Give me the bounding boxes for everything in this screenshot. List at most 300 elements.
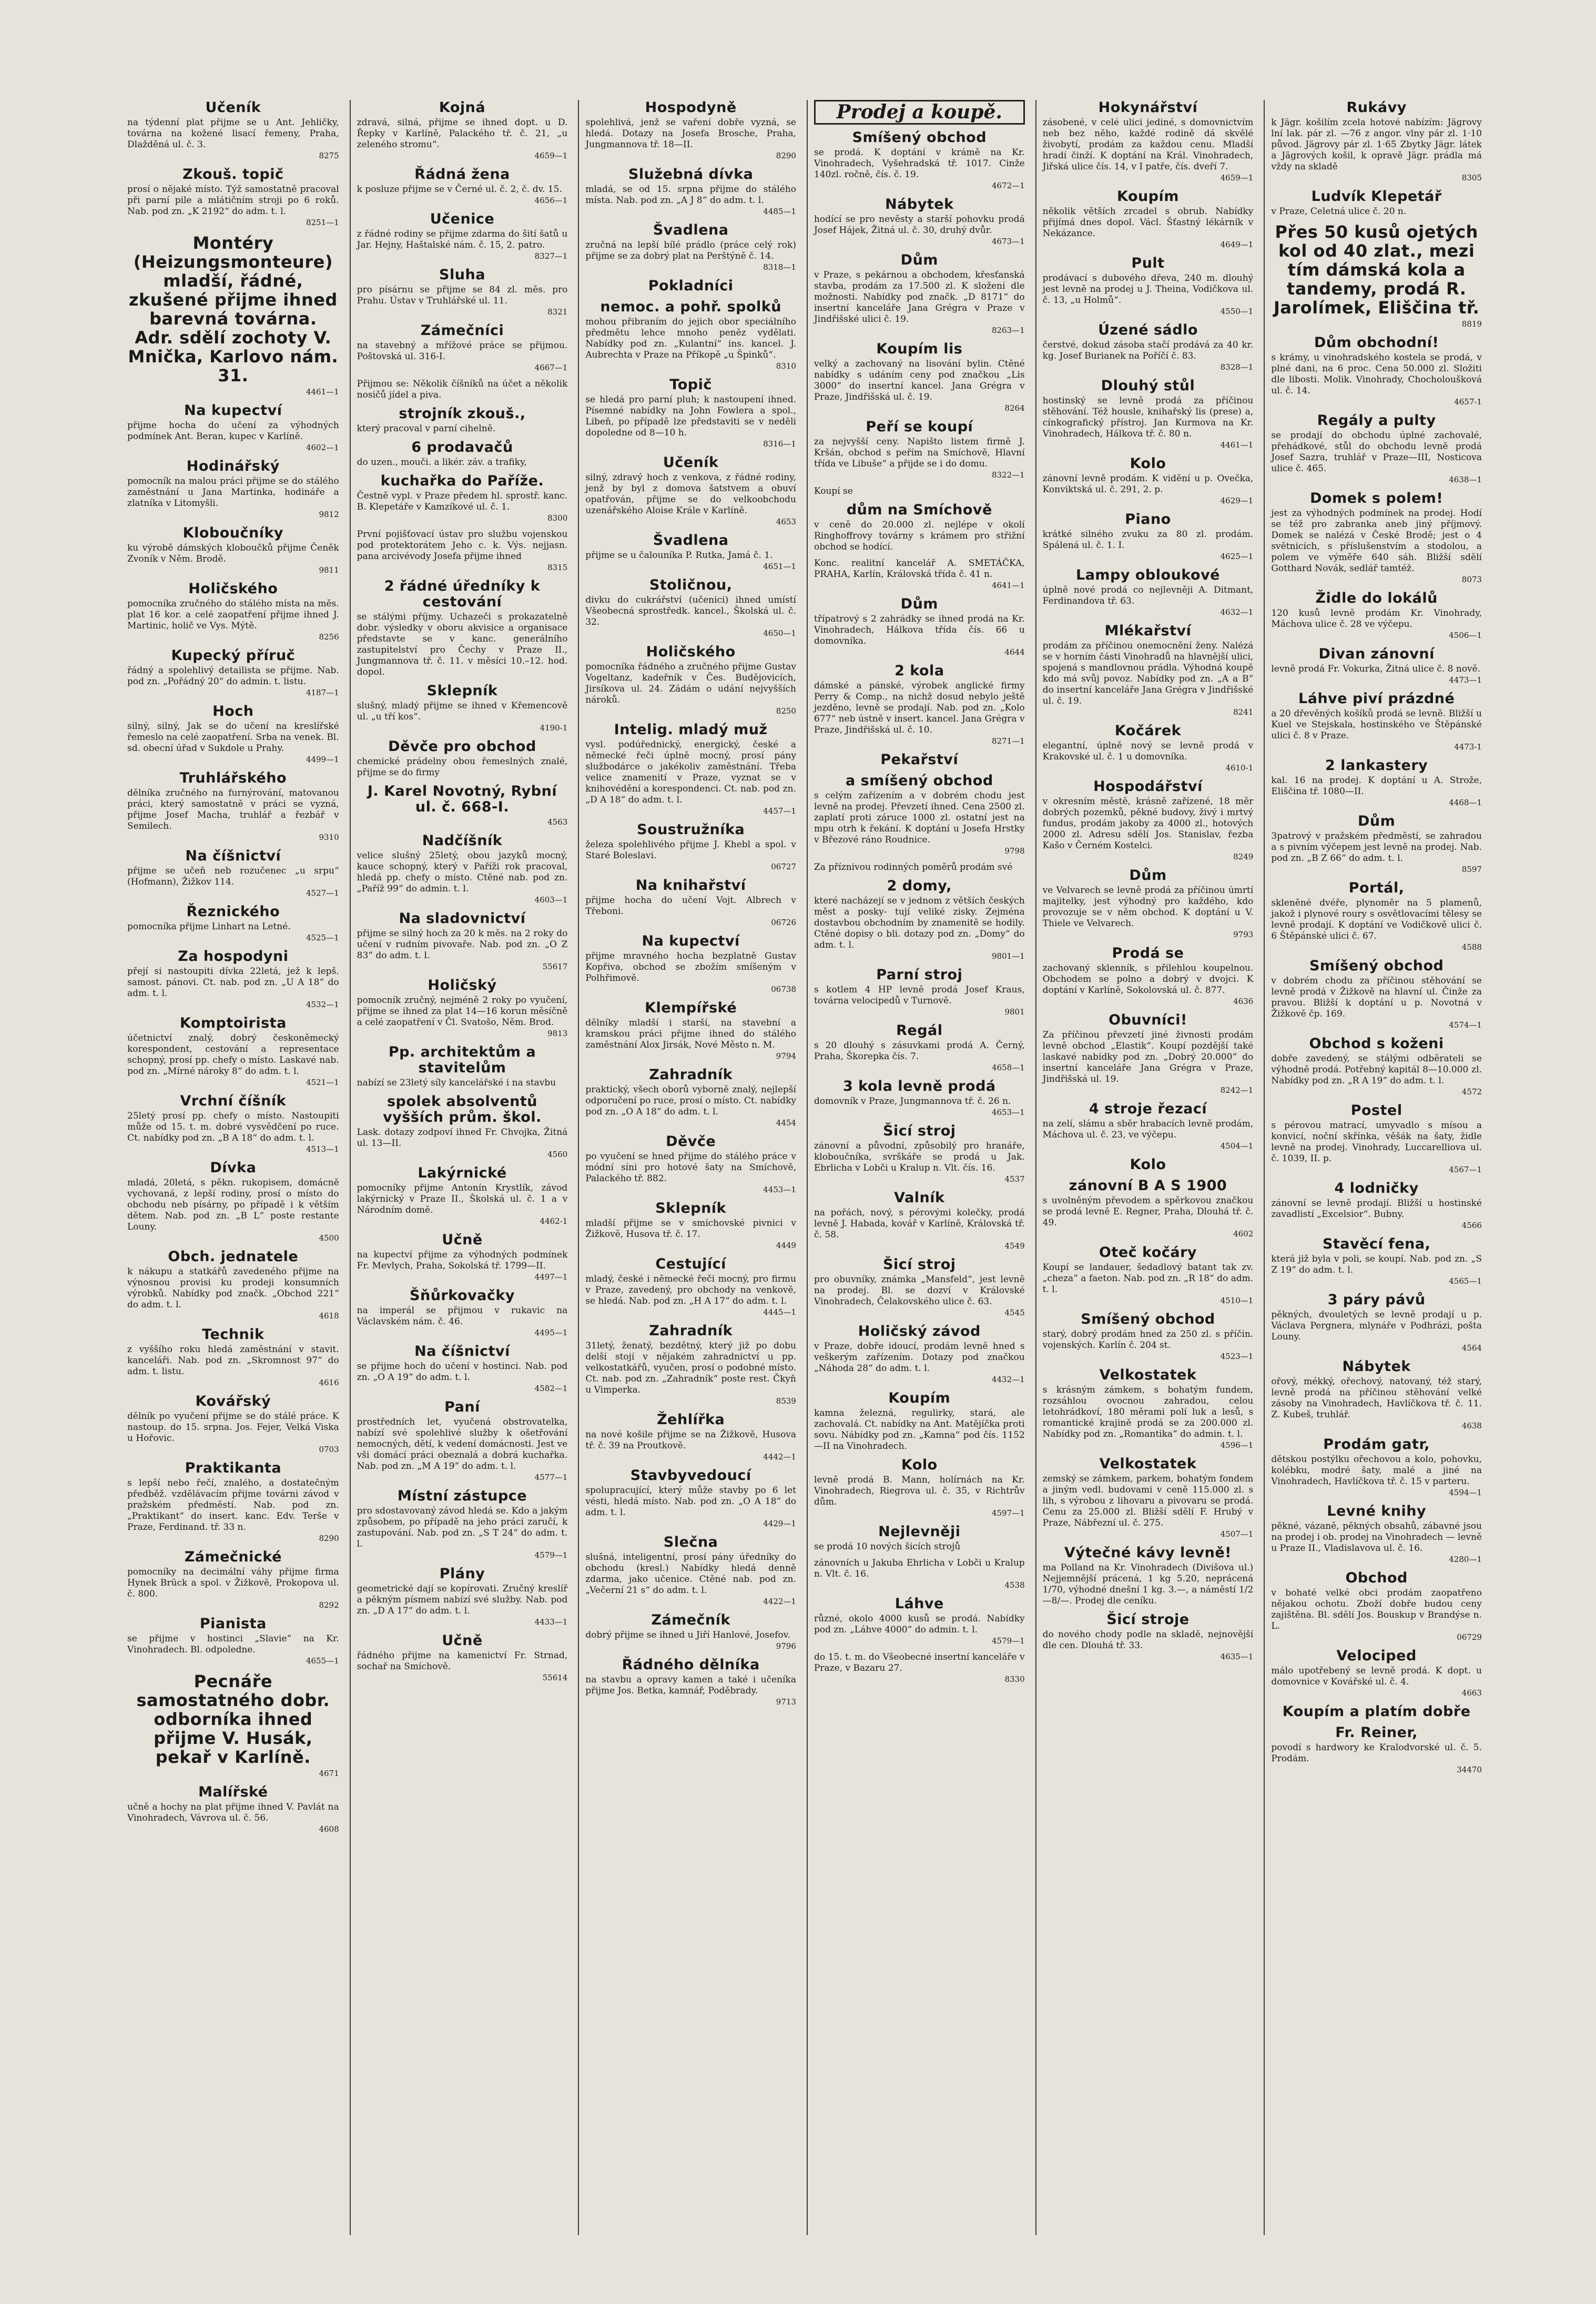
classified-ad <box>127 459 339 520</box>
ad-text: která již byla v poli, se koupí. Nab. pod zn. „S Z 19“ do adm. t. l. <box>1271 1254 1482 1275</box>
ad-heading: Klempířské <box>645 1000 737 1016</box>
classified-ad <box>814 773 1025 857</box>
ad-code: 8316—1 <box>763 439 796 449</box>
ad-heading: Domek s polem! <box>1310 490 1443 506</box>
ad-text: železa spolehlivého přijme J. Khebl a spol. v Staré Boleslavi. <box>585 839 796 861</box>
classified-ad <box>1271 1725 1482 1775</box>
classified-ad <box>357 978 568 1039</box>
ad-text: Koupí se landauer, šedadlový batant tak zv. „cheza“ a faeton. Nab. pod zn. „R 18“ do adm. t. l. <box>1042 1262 1254 1295</box>
ad-text: jest za výhodných podmínek na prodej. Hodí se též pro zabranka aneb jiný příjmový. Domek se nalézá v České Brodě; jest o 4 světnicích, s příslušenstvím a stodolou, a polem ve výměře 640 sáh. Bližší sdělí Gotthard Novák, sedlář tamtéž. <box>1271 508 1482 574</box>
ad-heading: Na sladovnictví <box>399 910 526 927</box>
ad-code: 8263—1 <box>991 326 1025 335</box>
classified-ad <box>357 267 568 318</box>
column-3 <box>578 100 802 2235</box>
ad-text: po vyučení se hned přijme do stálého práce v módní síni pro hotové šaty na Smíchově, Palackého tř. 882. <box>585 1151 796 1184</box>
ad-text: se přijme v hostinci „Slavie“ na Kr. Vinohradech. Bl. odpoledne. <box>127 1633 339 1655</box>
ad-heading: Koupím a platím dobře <box>1282 1703 1471 1720</box>
ad-code: 4653—1 <box>991 1108 1025 1117</box>
classified-ad <box>357 784 568 828</box>
ad-text: dobře zavedený, se stálými odběrateli se výhodně prodá. Potřebný kapitál 8—10.000 zl. Nabídky pod zn. „R A 19“ do adm. t. l. <box>1271 1053 1482 1086</box>
classified-ad <box>1043 946 1254 1007</box>
ad-heading: Hospodářství <box>1093 778 1203 795</box>
ad-code: 4513—1 <box>306 1144 339 1154</box>
ad-code: 4495—1 <box>534 1328 568 1337</box>
classified-ad <box>814 1558 1025 1591</box>
ad-text: zásobené, v celé ulici jediné, s domovnictvím neb bez něho, každé rodině dá skvělé živobytí, prodám za každou cenu. Mladší hradí činží. K doptání na Král. Vinohradech, Jiřská ulice čís. 14, v I patře, čís. dveří 7. <box>1042 117 1254 172</box>
classified-ad <box>357 739 568 778</box>
ad-heading: Velkostatek <box>1099 1367 1197 1383</box>
ad-heading: Paní <box>444 1399 480 1415</box>
ad-heading: Koupím lis <box>876 341 963 357</box>
ad-code: 4432—1 <box>991 1375 1025 1384</box>
ad-text: a 20 dřevěných košíků prodá se levně. Bližší u Kuel ve Stejskala, hostinského ve Štěpánské ulici č. 8 v Praze. <box>1271 708 1482 741</box>
ad-code: 4453—1 <box>763 1185 796 1194</box>
column-4 <box>807 100 1031 2235</box>
ad-code: 4588 <box>1461 942 1482 952</box>
ad-code: 8330 <box>1004 1674 1025 1684</box>
ad-heading: Technik <box>202 1326 265 1343</box>
classified-ad <box>1043 1245 1254 1306</box>
classified-ad <box>357 911 568 972</box>
classified-ad <box>357 683 568 734</box>
classified-ad <box>1271 1236 1482 1287</box>
ad-text: pomocníky na decimální váhy přijme firma Hynek Brück a spol. v Žižkově, Prokopova ul. č. 800. <box>127 1567 339 1599</box>
ad-code: 8242—1 <box>1220 1085 1254 1095</box>
ad-code: 55614 <box>542 1673 568 1682</box>
classified-ad <box>1271 335 1482 408</box>
ad-text: v Praze, s pekárnou a obchodem, křesťanská stavba, prodám za 17.500 zl. K složení dle možnosti. Nabídky pod značk. „D 8171“ do insertní kanceláře Jana Grégra v Praze v Jindřišské ulici č. 19. <box>814 270 1025 324</box>
ad-heading: Nábytek <box>1342 1358 1411 1375</box>
ad-code: 8321 <box>547 307 568 317</box>
classified-ad <box>1271 646 1482 686</box>
ad-code: 4671 <box>319 1769 339 1778</box>
classified-ad <box>1043 1367 1254 1451</box>
ad-heading: Holičského <box>188 581 278 597</box>
ad-text: přijme se silný hoch za 20 k měs. na 2 roky do učení v rudním pivovaře. Nab. pod zn. „O Z 83“ do adm. t. l. <box>357 928 568 961</box>
ad-heading: Oteč kočáry <box>1099 1244 1197 1261</box>
ad-code: 4485—1 <box>763 207 796 216</box>
ad-heading: Kupecký příruč <box>171 647 296 664</box>
ad-code: 4504—1 <box>1220 1141 1254 1151</box>
classified-ad <box>357 1344 568 1394</box>
ad-text: do uzen., mouči. a likér. záv. a trafiky, <box>357 457 527 468</box>
classified-ad <box>1271 691 1482 753</box>
ad-text: 3patrový v pražském předměstí, se zahradou a s pivním výčepem jest levně na prodej. Nab. pod zn. „B Z 66“ do adm. t. l. <box>1271 831 1482 864</box>
ad-code: 9794 <box>776 1051 796 1061</box>
ad-code: 8241 <box>1233 707 1254 717</box>
ad-text: na pořách, nový, s pérovými kolečky, prodá levně J. Habada, kovář v Karlíně, Královská tř. č. 58. <box>814 1207 1025 1240</box>
ad-text: 120 kusů levně prodám Kr. Vinohrady, Máchova ulice č. 28 ve výčepu. <box>1271 608 1482 630</box>
ad-heading: Švadlena <box>653 222 729 238</box>
ad-text: učně a hochy na plat přijme ihned V. Pavlát na Vinohradech, Vávrova ul. č. 56. <box>127 1802 339 1823</box>
ad-code: 4673—1 <box>991 237 1025 246</box>
classified-ad <box>127 1784 339 1835</box>
ad-code: 8292 <box>319 1600 339 1610</box>
ad-text: s uvolněným převodem a spěrkovou značkou se prodá levně E. Regner, Praha, Dlouhá tř. č. 49. <box>1042 1195 1254 1228</box>
ad-code: 4596—1 <box>1220 1440 1254 1450</box>
ad-text: zdravá, silná, přijme se ihned dopt. u D. Řepky v Karlíně, Palackého tř. č. 21, „u zeleného stromu“. <box>357 117 568 150</box>
classified-ad <box>1043 723 1254 774</box>
ad-heading: Obuvníci! <box>1109 1012 1187 1028</box>
classified-ad <box>1271 1103 1482 1175</box>
ad-text: málo upotřebený se levně prodá. K dopt. u domovnice v Kovářské ul. č. 4. <box>1271 1666 1482 1687</box>
classified-ad <box>814 252 1025 336</box>
ad-text: slušná, inteligentní, prosí pány úředníky do obchodu (kresl.) Nabídky hledá denně zdarma, jako učenice. Ctěné nab. pod zn. „Večerní 21 s“ do adm. t. l. <box>585 1552 796 1596</box>
classified-ad <box>127 581 339 643</box>
ad-heading: Divan zánovní <box>1318 646 1435 662</box>
ad-heading: Šicí stroj <box>883 1256 956 1273</box>
ad-text: zánovní levně prodám. K vidění u p. Ovečka, Konviktská ul. č. 291, 2. p. <box>1042 473 1254 495</box>
ad-text: pěkných, dvouletých se levně prodají u p. Václava Pergnera, mlynáře v Podhrázi, pošta Louny. <box>1271 1310 1482 1342</box>
ad-text: se prodá. K doptání v krámě na Kr. Vinohradech, Vyšehradská tř. 1017. Cinže 140zl. ročně, čís. č. 19. <box>814 147 1025 180</box>
ad-heading: Děvče pro obchod <box>388 738 536 755</box>
classified-ad <box>814 862 1025 873</box>
classified-ad <box>585 577 796 639</box>
classified-ad <box>357 167 568 206</box>
ad-code: 9801 <box>1004 1007 1025 1017</box>
ad-heading: Na kupectví <box>642 933 740 949</box>
ad-heading: Piano <box>1125 511 1171 527</box>
ad-code: 4506—1 <box>1449 631 1482 640</box>
ad-heading: Lampy obloukové <box>1076 567 1220 583</box>
ad-heading: Pianista <box>199 1616 267 1632</box>
classified-ad <box>1043 1178 1254 1240</box>
classified-ad <box>585 1134 796 1195</box>
ad-code: 4632—1 <box>1220 607 1254 617</box>
ad-code: 4473—1 <box>1449 675 1482 685</box>
ad-heading: Učeník <box>205 100 261 116</box>
ad-text: přijme se učeň neb rozučenec „u srpu“ (Hofmann), Žižkov 114. <box>127 866 339 887</box>
classified-ad <box>1271 491 1482 585</box>
ad-code: 4545 <box>1004 1308 1025 1317</box>
ad-text: s kotlem 4 HP levně prodá Josef Kraus, továrna velocipedů v Turnově. <box>814 984 1025 1006</box>
classified-ad <box>814 419 1025 481</box>
ad-code: 8819 <box>1461 319 1482 329</box>
ad-text: s 20 dlouhý s zásuvkami prodá A. Černý, Praha, Škorepka čís. 7. <box>814 1040 1025 1062</box>
ad-text: elegantní, úplně nový se levně prodá v Krakovské ul. č. 1 u domovníka. <box>1042 740 1254 762</box>
classified-ad <box>127 1093 339 1155</box>
ad-text: se stálými příjmy. Uchazeči s prokazatelně dobr. výsledky v oboru akvisice a organisace představte se v kanc. generálního zastupitelství pro Čechy v Praze II., Jungmannova tř. č. 11. v měsíci 10.–12. hod. dopol. <box>357 612 568 677</box>
ad-code: 4659—1 <box>1220 173 1254 182</box>
classified-ad <box>814 1190 1025 1252</box>
ad-heading: Smíšený obchod <box>1081 1311 1215 1327</box>
ad-text: s krásným zámkem, s bohatým fundem, rozsáhlou ovocnou zahradou, celou letohrádkoví, 180 měrami polí luk a lesů, s romantické krajině prodá se za 200.000 zl. Nabídky pod zn. „Romantika“ do admin. t. l. <box>1042 1385 1254 1439</box>
ad-heading: Sklepník <box>426 683 498 699</box>
ad-heading: Velociped <box>1336 1648 1417 1664</box>
ad-code: 8249 <box>1233 852 1254 861</box>
ad-text: silný, silný, Jak se do učení na kreslířské řemeslo na celé zaopatření. Srba na venek. Bl. sd. obecní úřad v Sukdole u Prahy. <box>127 721 339 754</box>
ad-code: 4659—1 <box>534 151 568 160</box>
ad-heading: Stavěcí fena, <box>1322 1236 1431 1252</box>
ad-text: se hledá pro parní pluh; k nastoupení ihned. Písemné nabídky na John Fowlera a spol., Libeň, po případě lze představiti se v neděli dopoledne od 8—10 h. <box>585 394 796 438</box>
ad-code: 8327—1 <box>534 251 568 261</box>
ad-text: ma Polland na Kr. Vinohradech (Divišova ul.) Nejjemnější prácená, 1 kg 5.20, neprácená 1/70, výhodné dnešní 1 kg. 3.—, a náměstí 1/2—8/—. Prodej dle ceníku. <box>1042 1562 1254 1606</box>
ad-code: 4527—1 <box>306 888 339 898</box>
ad-heading: Regály a pulty <box>1317 412 1436 429</box>
ad-heading: Smíšený obchod <box>852 129 987 146</box>
ad-heading: Kojná <box>439 100 486 116</box>
ad-heading: Velkostatek <box>1099 1456 1197 1472</box>
ad-text: který pracoval v parní cihelně. <box>357 423 496 434</box>
classified-ad <box>1043 100 1254 184</box>
classified-ad <box>1043 378 1254 451</box>
ad-heading: Řádná žena <box>414 166 510 182</box>
classified-ad <box>1043 189 1254 250</box>
ad-heading: Prodá se <box>1112 945 1184 961</box>
ad-text: spolupracující, který může stavby po 6 let vésti, hledá místo. Nab. pod zn. „O A 18“ do adm. t. l. <box>585 1485 796 1518</box>
classified-ad <box>127 1616 339 1667</box>
ad-text: přejí si nastoupiti dívka 22letá, jež k lepš. samost. pánovi. Ct. nab. pod zn. „U A 18“ do adm. t. l. <box>127 966 339 999</box>
ad-text: přijme se u čalouníka P. Rutka, Jamá č. 1. <box>585 550 773 561</box>
ad-text: k posluze přijme se v Černé ul. č. 2, č. dv. 15. <box>357 184 562 195</box>
ad-heading: 2 řádné úředníky k cestování <box>384 578 541 610</box>
ad-heading: Hokynářství <box>1098 100 1198 116</box>
classified-ad <box>1271 1036 1482 1098</box>
ad-text: pěkné, vázaně, pěkných obsahů, zábavné jsou na prodej i ob. prodej na Vinohradech — levně u Praze II., Vladislavova ul. č. 16. <box>1271 1521 1482 1554</box>
classified-ad <box>1271 880 1482 953</box>
classified-ad <box>357 1488 568 1561</box>
ad-text: spolehlivá, jenž se vaření dobře vyzná, se hledá. Dotazy na Josefa Brosche, Praha, Jungmannova tř. 18—II. <box>585 117 796 150</box>
ad-heading: Šicí stroje <box>1106 1611 1190 1628</box>
ad-code: 8597 <box>1461 865 1482 874</box>
classified-ad <box>585 455 796 527</box>
ad-text: pomocníka přijme Linhart na Letné. <box>127 921 291 932</box>
ad-text: pro sdostavovaný závod hledá se. Kdo a jakým způsobem, po případě na jeho práci zaručí, k zastupování. Nab. pod zn. „S T 24“ do adm. t. l. <box>357 1506 568 1549</box>
ad-text: skleněné dvéře, plynoměr na 5 plamenů, jakož i plynové roury s osvětlovacími tělesy se levně prodají. K doptání ve Vodičkově ulici č. 6 Štěpánské ulici č. 67. <box>1271 898 1482 941</box>
ad-code: 4655—1 <box>306 1656 339 1666</box>
ad-heading: Komptoirista <box>179 1015 287 1031</box>
classified-ad <box>1271 222 1482 330</box>
classified-ad <box>357 1288 568 1338</box>
ad-text: účetnictví znalý, dobrý českoněmecký korespondent, cestování a representace schopný, prosí pp. chefy o místo. Laskavé nab. pod zn. „Mírné nároky 8“ do adm. t. l. <box>127 1033 339 1077</box>
ad-code: 06726 <box>771 918 796 927</box>
ad-heading: J. Karel Novotný, Rybní ul. č. 668-I. <box>367 783 557 815</box>
ad-heading: 3 kola levně prodá <box>842 1078 996 1094</box>
ad-text: dělníky mladší i starší, na stavební a kramskou práci přijme ihned do stálého zaměstnání Alox Jirsák, Nové Město n. M. <box>585 1018 796 1050</box>
ad-text: krátké silného zvuku za 80 zl. prodám. Spálená ul. č. 1. I. <box>1042 529 1254 551</box>
ad-heading: Holičský závod <box>858 1323 981 1339</box>
ad-heading: Pokladníci <box>648 278 734 294</box>
ad-code: 4602 <box>1233 1229 1254 1239</box>
ad-heading: Portál, <box>1348 880 1405 896</box>
classified-ad <box>127 770 339 843</box>
ad-text: do nového chody podle na skladě, nejnovější dle cen. Dlouhá tř. 33. <box>1042 1629 1254 1651</box>
classified-ad <box>585 644 796 717</box>
classified-ad <box>814 1596 1025 1647</box>
ad-text: První pojišťovací ústav pro službu vojenskou pod protektorátem Jeho c. k. Výs. nejjasn. pana arcivévody Josefa přijme ihned <box>357 529 568 562</box>
classified-ad <box>1271 1704 1482 1720</box>
ad-code: 4499—1 <box>306 755 339 764</box>
classified-ad <box>814 130 1025 191</box>
classified-ad <box>1271 1359 1482 1432</box>
classified-ad <box>1271 958 1482 1031</box>
ad-text: ve Velvarech se levně prodá za příčinou úmrtí majitelky, jest výhodný pro každého, kdo provozuje se v něm obchod. K doptání u V. Thiele ve Velvarech. <box>1042 885 1254 929</box>
ad-heading: Ludvík Klepetář <box>1311 188 1442 205</box>
classified-ad <box>1271 814 1482 875</box>
ad-code: 4629—1 <box>1220 496 1254 505</box>
ad-heading: Služebná dívka <box>628 166 754 182</box>
ad-heading: Praktikanta <box>185 1460 282 1476</box>
ad-heading: Dům <box>900 252 938 268</box>
ad-heading: Stoličnou, <box>649 577 733 593</box>
section-banner: Prodej a koupě. <box>814 100 1025 125</box>
ad-code: 4582—1 <box>534 1384 568 1393</box>
ad-text: k nákupu a statkářů zavedeného přijme na výnosnou provisi ku prodeji konsumních výrobků. Nabídky pod značk. „Obchod 221“ do adm. t. l. <box>127 1266 339 1310</box>
classified-ad <box>814 663 1025 747</box>
classified-ad <box>1043 1101 1254 1152</box>
ad-code: 4672—1 <box>991 181 1025 190</box>
ad-heading: Zámečníci <box>420 322 504 339</box>
classified-ad <box>357 833 568 906</box>
classified-ad <box>814 878 1025 962</box>
ad-text: v dobrém chodu za příčinou stěhování se levně prodá v Žižkově na hlavní ul. Činže za pravou. Bližší k doptání u p. Novotná v Žižkově čp. 169. <box>1271 976 1482 1019</box>
ad-code: 4565—1 <box>1449 1276 1482 1286</box>
ad-text: pro obuvníky, známka „Mansfeld“, jest levně na prodej. Bl. se dozví v Královské Vinohradech, Čelakovského ulice č. 63. <box>814 1274 1025 1307</box>
classified-ad <box>127 167 339 228</box>
ad-text: Čestně vypl. v Praze předem hl. sprostř. kanc. B. Klepetáře v Kamzíkové ul. č. 1. <box>357 491 568 512</box>
classified-ad <box>127 234 339 398</box>
ad-heading: Místní zástupce <box>397 1488 527 1504</box>
ad-code: 4567—1 <box>1449 1165 1482 1174</box>
ad-heading: Za hospodyni <box>178 948 289 965</box>
classified-ad <box>1043 567 1254 618</box>
ad-heading: Švadlena <box>653 532 729 549</box>
ad-text: několik větších zrcadel s obrub. Nabídky přijímá dnes dopol. Václ. Šťastný lékárník v Nekázance. <box>1042 206 1254 239</box>
ad-heading: Rukávy <box>1346 100 1407 116</box>
classified-ad <box>1043 1545 1254 1607</box>
classified-ad <box>1043 1157 1254 1173</box>
ad-code: 06738 <box>771 984 796 994</box>
ad-text: řádného přijme na kamenictví Fr. Strnad, sochař na Smíchově. <box>357 1650 568 1672</box>
classified-ad <box>585 1323 796 1407</box>
ad-heading: Výtečné kávy levně! <box>1064 1545 1232 1561</box>
classified-ad <box>357 100 568 161</box>
ad-text: různé, okolo 4000 kusů se prodá. Nabídky pod zn. „Láhve 4000“ do admin. t. l. <box>814 1613 1025 1635</box>
classified-ad <box>1271 413 1482 485</box>
classified-ad <box>814 1457 1025 1519</box>
classified-ad <box>1043 868 1254 940</box>
ad-code: 4497—1 <box>534 1272 568 1282</box>
classified-ad <box>357 473 568 524</box>
ad-text: s celým zařízením a v dobrém chodu jest levně na prodej. Převzetí ihned. Cena 2500 zl. zaplatí proti záruce 1000 zl. ostatní jest na mpu otrh k řekání. K doptání u Josefa Hrstky v Březové ráno Roudnice. <box>814 790 1025 845</box>
ad-code: 4532—1 <box>306 1000 339 1009</box>
ad-heading: Valník <box>894 1190 945 1206</box>
classified-ad <box>1043 1612 1254 1662</box>
ad-heading: Postel <box>1350 1102 1402 1119</box>
classified-ad <box>357 1232 568 1283</box>
ad-text: domovník v Praze, Jungmannova tř. č. 26 n. <box>814 1096 1011 1107</box>
classified-ad <box>1043 779 1254 862</box>
ad-heading: Zámečník <box>651 1612 730 1628</box>
ad-code: 55617 <box>542 962 568 971</box>
ad-text: přijme hocha do učení Vojt. Albrech v Třeboni. <box>585 895 796 917</box>
ad-text: v bohaté velké obci prodám zaopatřeno nějakou ochotu. Zboží dobře budou ceny zajištěna. Bl. sdělí Jos. Bouskup v Brandýse n. L. <box>1271 1588 1482 1631</box>
ad-text: na týdenní plat přijme se u Ant. Jehličky, továrna na kožené lisací řemeny, Praha, Dlažděná ul. č. 3. <box>127 117 339 150</box>
ad-code: 4507—1 <box>1220 1529 1254 1539</box>
ad-heading: Plány <box>439 1566 485 1582</box>
ad-heading: Nábytek <box>885 196 954 212</box>
classified-ad <box>1043 1312 1254 1362</box>
classified-ad <box>127 1460 339 1544</box>
ad-code: 4608 <box>319 1824 339 1834</box>
ad-heading: Montéry (Heizungsmonteure) mladší, řádné, zkušené přijme ihned barevná továrna. Adr. sdělí zochoty V. Mnička, Karlovo nám. 31. <box>128 233 339 385</box>
ad-text: kal. 16 na prodej. K doptání u A. Strože, Eliščina tř. 1080—II. <box>1271 775 1482 797</box>
ad-text: starý, dobrý prodám hned za 250 zl. s příčin. vojenských. Karlín č. 204 st. <box>1042 1329 1254 1351</box>
ad-code: 9811 <box>319 565 339 575</box>
ad-code: 8310 <box>776 361 796 371</box>
ad-heading: Truhlářského <box>179 770 287 786</box>
classified-ad <box>127 403 339 453</box>
classified-ad <box>585 278 796 294</box>
ad-heading: Kolo <box>1130 455 1166 472</box>
ad-heading: Levné knihy <box>1327 1503 1427 1519</box>
ad-code: 4610-1 <box>1225 763 1254 773</box>
ad-heading: Sluha <box>439 267 485 283</box>
classified-ad <box>1271 100 1482 184</box>
ad-text: prodávací s dubového dřeva, 240 m. dlouhý jest levně na prodej u J. Theina, Vodičkova ul. č. 13, „u Holmů“. <box>1042 273 1254 306</box>
ad-heading: Mlékařství <box>1104 623 1192 639</box>
ad-code: 4574—1 <box>1449 1020 1482 1030</box>
ad-code: 8275 <box>319 151 339 160</box>
ad-text: které nacházejí se v jednom z větších českých měst a posky- tují veliké zisky. Zejména dostavbou obchodním by znamenitě se hodily. Ctěné dopisy o bli. dotazy pod zn. „Domy“ do adm. t. l. <box>814 896 1025 950</box>
ad-text: mladá, se od 15. srpna přijme do stálého místa. Nab. pod zn. „A J 8“ do adm. t. l. <box>585 184 796 206</box>
classified-ad <box>585 1256 796 1318</box>
ad-heading: Přes 50 kusů ojetých kol od 40 zlat., mezi tím dámská kola a tandemy, prodá R. Jarolímek, Eliščina tř. <box>1274 222 1480 318</box>
ad-code: 4579—1 <box>534 1550 568 1560</box>
ad-code: 4473-1 <box>1454 742 1482 752</box>
ad-code: 06729 <box>1457 1632 1482 1642</box>
ad-heading: Kolo <box>1130 1156 1166 1173</box>
ad-heading: Intelig. mladý muž <box>614 722 768 738</box>
classified-ad <box>585 822 796 872</box>
ad-text: slušný, mladý přijme se ihned v Křemencově ul. „u tří kos“. <box>357 701 568 722</box>
ad-heading: Na číšnictví <box>414 1343 510 1359</box>
ad-text: pomocníka zručného do stálého místa na měs. plat 16 kor. a celé zaopatření přijme ihned J. Martinic, holič ve Vys. Mýtě. <box>127 598 339 631</box>
ad-heading: Učeník <box>663 454 719 471</box>
ad-text: kamna železná, regulirky, stará, ale zachovalá. Ct. nabídky na Ant. Matějíčka proti sovu. Nábídky pod zn. „Kamna“ pod čís. 1152—II na Vinohradech. <box>814 1408 1025 1452</box>
ad-code: 4563 <box>547 817 568 827</box>
ad-text: na zelí, slámu a sběr hrabacích levně prodám, Máchova ul. č. 23, ve výčepu. <box>1042 1119 1254 1140</box>
ad-text: čerstvé, dokud zásoba stačí prodává za 40 kr. kg. Josef Burianek na Poříčí č. 83. <box>1042 340 1254 361</box>
ad-heading: Zámečnické <box>184 1549 282 1565</box>
ad-code: 9310 <box>319 833 339 842</box>
ad-heading: Na kupectví <box>184 402 282 419</box>
classified-ad <box>127 525 339 576</box>
ad-code: 8290 <box>776 151 796 160</box>
ad-code: 4187—1 <box>306 688 339 697</box>
ad-code: 9801—1 <box>991 951 1025 961</box>
classified-ad <box>357 323 568 373</box>
ad-code: 4564 <box>1461 1343 1482 1353</box>
classified-ad <box>814 1023 1025 1073</box>
classified-ad <box>1043 322 1254 373</box>
ad-code: 9796 <box>776 1641 796 1651</box>
ad-heading: Obchod <box>1345 1570 1408 1586</box>
classified-ad <box>1271 1570 1482 1643</box>
classified-ad <box>585 722 796 817</box>
ad-code: 4537 <box>1004 1174 1025 1184</box>
classified-ad <box>814 486 1025 497</box>
classified-ad <box>1271 189 1482 217</box>
ad-heading: Šicí stroj <box>883 1123 956 1139</box>
ad-code: 4461—1 <box>306 387 339 397</box>
ad-heading: 4 stroje řezací <box>1089 1101 1207 1117</box>
classified-ad <box>814 558 1025 591</box>
ad-code: 4572 <box>1461 1087 1482 1097</box>
ad-code: 9812 <box>319 510 339 519</box>
ad-code: 4549 <box>1004 1241 1025 1251</box>
classified-ad <box>585 1612 796 1652</box>
